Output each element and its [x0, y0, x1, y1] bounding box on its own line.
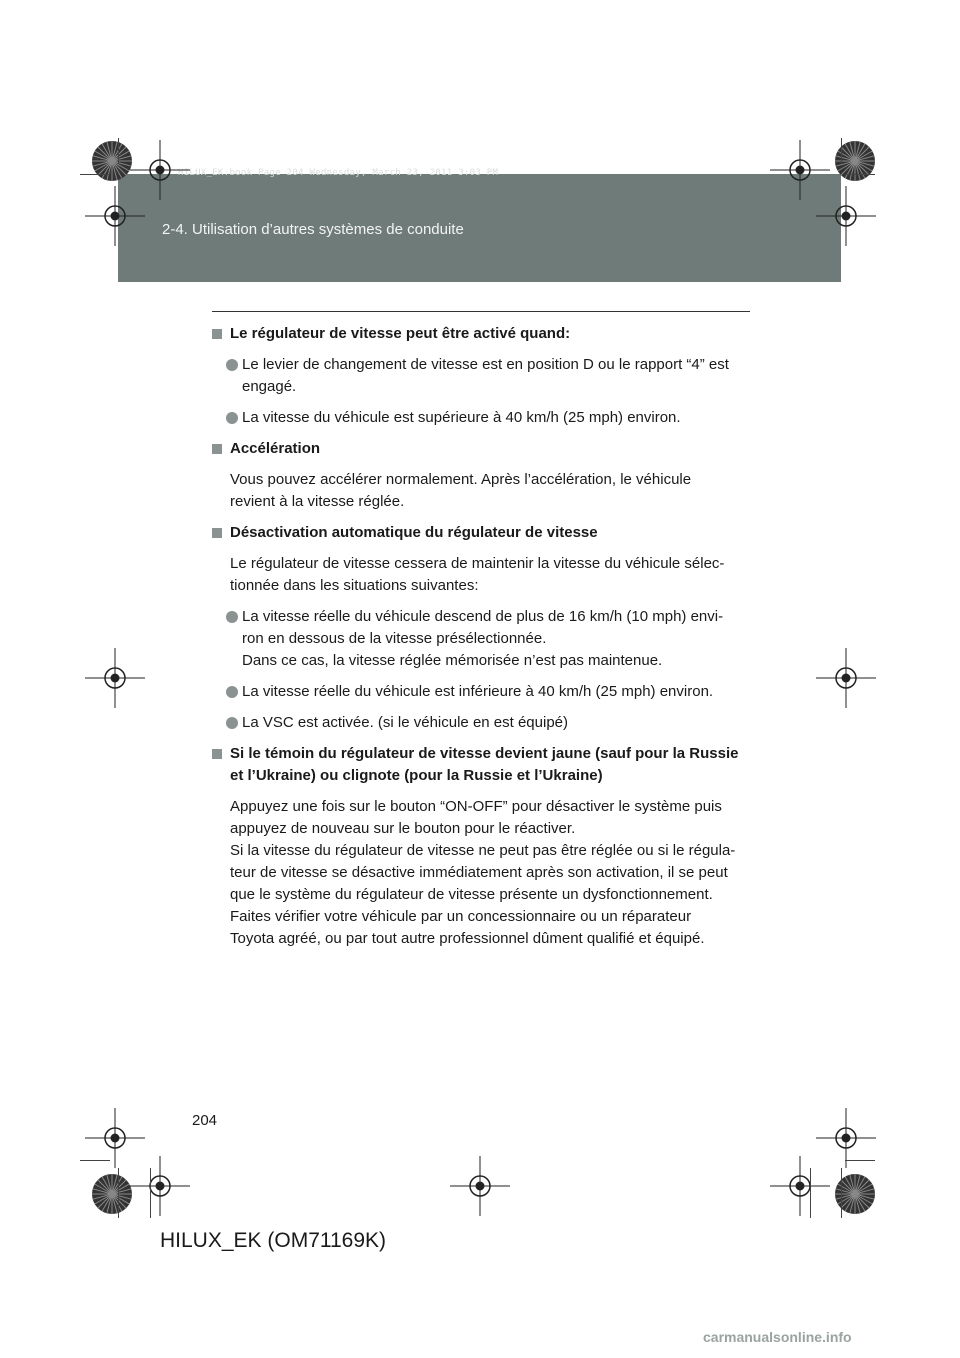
section-title: 2-4. Utilisation d’autres systèmes de conduite	[162, 221, 464, 238]
text-line: Le régulateur de vitesse cessera de maintenir la vitesse du véhicule sélec-	[230, 555, 725, 572]
bullet-item	[212, 407, 743, 429]
header-rule	[212, 311, 750, 312]
text-line: Vous pouvez accélérer normalement. Après l’accélération, le véhicule	[230, 471, 692, 488]
text-line: Si la vitesse du régulateur de vitesse ne peut pas être réglée ou si le régula-	[230, 842, 736, 859]
registration-mark-icon	[816, 648, 876, 708]
text-line: Dans ce cas, la vitesse réglée mémorisée n’est pas maintenue.	[242, 652, 663, 669]
trim-line	[841, 1168, 842, 1218]
trim-line	[118, 1168, 119, 1218]
trim-line	[150, 1168, 151, 1218]
text-line: La vitesse réelle du véhicule descend de plus de 16 km/h (10 mph) envi-	[242, 608, 724, 625]
trim-line	[810, 1168, 811, 1218]
model-code: HILUX_EK (OM71169K)	[160, 1229, 387, 1252]
square-bullet-icon	[212, 444, 222, 454]
text-line: appuyez de nouveau sur le bouton pour le réactiver.	[230, 820, 576, 837]
text-line: teur de vitesse se désactive immédiatement après son activation, il se peut	[230, 864, 728, 881]
trim-line	[845, 1160, 875, 1161]
registration-mark-icon	[450, 1156, 510, 1216]
paragraph	[212, 469, 743, 513]
registration-mark-icon	[770, 1156, 830, 1216]
round-bullet-icon	[226, 717, 238, 729]
bullet-item	[212, 712, 743, 734]
trim-line	[80, 1160, 110, 1161]
text-line: revient à la vitesse réglée.	[230, 493, 405, 510]
trim-line	[841, 138, 842, 163]
text-line: La vitesse réelle du véhicule est inférieure à 40 km/h (25 mph) environ.	[242, 683, 714, 700]
round-bullet-icon	[226, 686, 238, 698]
paragraph	[212, 796, 743, 950]
text-line: La VSC est activée. (si le véhicule en est équipé)	[242, 714, 569, 731]
section-heading	[212, 522, 743, 544]
round-bullet-icon	[226, 412, 238, 424]
section-heading	[212, 438, 743, 460]
page-number: 204	[192, 1112, 218, 1129]
registration-mark-icon	[85, 648, 145, 708]
section-heading	[212, 323, 743, 345]
text-line: Toyota agréé, ou par tout autre professionnel dûment qualifié et équipé.	[230, 930, 705, 947]
text-line: Si le témoin du régulateur de vitesse devient jaune (sauf pour la Russie	[230, 745, 739, 762]
square-bullet-icon	[212, 749, 222, 759]
book-stamp: HILUX_EK.book Page 204 Wednesday, March 23, 2011 3:03 PM	[178, 168, 499, 178]
text-line: ron en dessous de la vitesse présélectionnée.	[242, 630, 547, 647]
text-line: et l’Ukraine) ou clignote (pour la Russie et l’Ukraine)	[230, 767, 603, 784]
text-line: Faites vérifier votre véhicule par un concessionnaire ou un réparateur	[230, 908, 692, 925]
square-bullet-icon	[212, 528, 222, 538]
round-bullet-icon	[226, 359, 238, 371]
registration-mark-icon	[130, 1156, 190, 1216]
trim-line	[118, 138, 119, 163]
bullet-item	[212, 681, 743, 703]
page-content	[212, 323, 743, 959]
watermark: carmanualsonline.info	[703, 1329, 852, 1345]
heading-text: Désactivation automatique du régulateur de vitesse	[230, 524, 598, 541]
bullet-item	[212, 354, 743, 398]
registration-mark-icon	[85, 186, 145, 246]
heading-text: Accélération	[230, 440, 321, 457]
bullet-item	[212, 606, 743, 672]
text-line: Appuyez une fois sur le bouton “ON-OFF” pour désactiver le système puis	[230, 798, 722, 815]
round-bullet-icon	[226, 611, 238, 623]
square-bullet-icon	[212, 329, 222, 339]
text-line: que le système du régulateur de vitesse présente un dysfonctionnement.	[230, 886, 713, 903]
registration-mark-icon	[816, 186, 876, 246]
text-line: tionnée dans les situations suivantes:	[230, 577, 479, 594]
section-heading	[212, 743, 743, 787]
heading-text: Le régulateur de vitesse peut être activé quand:	[230, 325, 571, 342]
text-line: engagé.	[242, 378, 297, 395]
trim-line	[80, 174, 110, 175]
text-line: Le levier de changement de vitesse est en position D ou le rapport “4” est	[242, 356, 729, 373]
color-target-icon	[91, 140, 133, 182]
paragraph	[212, 553, 743, 597]
color-target-icon	[91, 1173, 133, 1215]
text-line: La vitesse du véhicule est supérieure à 40 km/h (25 mph) environ.	[242, 409, 681, 426]
trim-line	[845, 174, 875, 175]
